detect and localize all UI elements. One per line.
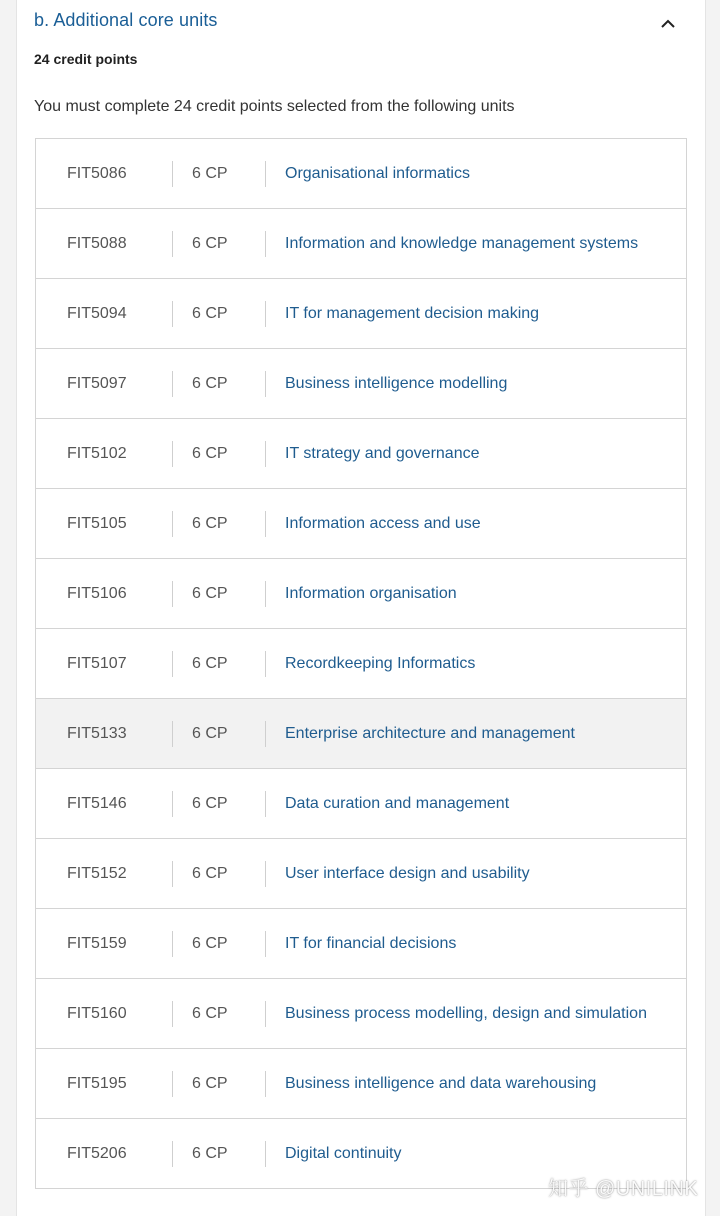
watermark: 知乎 @UNILINK — [548, 1178, 699, 1200]
unit-code: FIT5160 — [36, 1001, 173, 1027]
unit-table — [35, 138, 687, 1189]
chevron-up-icon[interactable] — [657, 12, 679, 34]
unit-code: FIT5206 — [36, 1141, 173, 1167]
unit-credit-points: 6 CP — [173, 861, 266, 887]
unit-name-link[interactable]: Information access and use — [285, 514, 481, 532]
unit-name-link[interactable]: Organisational informatics — [285, 164, 470, 182]
unit-name-link[interactable]: Business intelligence and data warehousing — [285, 1074, 597, 1092]
unit-code: FIT5088 — [36, 231, 173, 257]
unit-credit-points: 6 CP — [173, 161, 266, 187]
unit-credit-points: 6 CP — [173, 1141, 266, 1167]
unit-credit-points: 6 CP — [173, 651, 266, 677]
unit-code: FIT5107 — [36, 651, 173, 677]
unit-name-link[interactable]: Information and knowledge management systems — [285, 234, 639, 252]
unit-name-link[interactable]: User interface design and usability — [285, 864, 530, 882]
table-row[interactable] — [36, 419, 686, 489]
table-row[interactable] — [36, 629, 686, 699]
unit-name-link[interactable]: Information organisation — [285, 584, 457, 602]
unit-code: FIT5146 — [36, 791, 173, 817]
table-row[interactable] — [36, 979, 686, 1049]
unit-credit-points: 6 CP — [173, 1001, 266, 1027]
unit-name-link[interactable]: Business intelligence modelling — [285, 374, 508, 392]
unit-code: FIT5195 — [36, 1071, 173, 1097]
unit-credit-points: 6 CP — [173, 791, 266, 817]
unit-name-link[interactable]: IT for financial decisions — [285, 934, 457, 952]
unit-code: FIT5159 — [36, 931, 173, 957]
table-row[interactable] — [36, 349, 686, 419]
instruction-text: You must complete 24 credit points selected from the following units — [34, 98, 515, 115]
credit-points-label: 24 credit points — [34, 51, 138, 67]
unit-credit-points: 6 CP — [173, 441, 266, 467]
table-row[interactable] — [36, 139, 686, 209]
table-row[interactable] — [36, 489, 686, 559]
unit-code: FIT5133 — [36, 721, 173, 747]
unit-name-link[interactable]: IT for management decision making — [285, 304, 540, 322]
table-row[interactable] — [36, 909, 686, 979]
table-row[interactable] — [36, 769, 686, 839]
unit-code: FIT5105 — [36, 511, 173, 537]
table-row[interactable] — [36, 559, 686, 629]
unit-code: FIT5086 — [36, 161, 173, 187]
unit-name-link[interactable]: Recordkeeping Informatics — [285, 654, 476, 672]
unit-credit-points: 6 CP — [173, 581, 266, 607]
table-row[interactable] — [36, 1049, 686, 1119]
table-row[interactable] — [36, 839, 686, 909]
unit-name-link[interactable]: IT strategy and governance — [285, 444, 480, 462]
unit-code: FIT5097 — [36, 371, 173, 397]
unit-name-link[interactable]: Digital continuity — [285, 1144, 402, 1162]
unit-name-link[interactable]: Business process modelling, design and simulation — [285, 1004, 647, 1022]
unit-code: FIT5102 — [36, 441, 173, 467]
unit-credit-points: 6 CP — [173, 511, 266, 537]
unit-code: FIT5152 — [36, 861, 173, 887]
table-row-hovered[interactable] — [36, 699, 686, 769]
unit-credit-points: 6 CP — [173, 1071, 266, 1097]
unit-credit-points: 6 CP — [173, 721, 266, 747]
table-row[interactable] — [36, 209, 686, 279]
unit-credit-points: 6 CP — [173, 931, 266, 957]
unit-code: FIT5106 — [36, 581, 173, 607]
section-title[interactable]: b. Additional core units — [34, 10, 218, 30]
unit-credit-points: 6 CP — [173, 371, 266, 397]
accordion-panel — [16, 0, 706, 1216]
table-row[interactable] — [36, 279, 686, 349]
unit-name-link[interactable]: Data curation and management — [285, 794, 510, 812]
unit-name-link[interactable]: Enterprise architecture and management — [285, 724, 575, 742]
unit-credit-points: 6 CP — [173, 301, 266, 327]
unit-code: FIT5094 — [36, 301, 173, 327]
unit-credit-points: 6 CP — [173, 231, 266, 257]
